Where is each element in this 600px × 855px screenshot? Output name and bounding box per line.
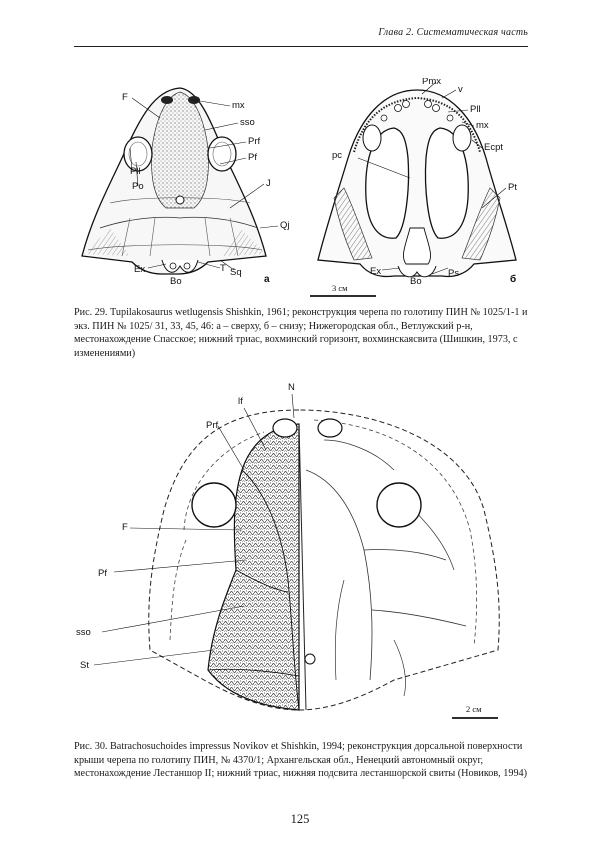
label-a-Qj: Qj xyxy=(280,220,290,231)
label-b-Ex: Ex xyxy=(370,266,382,277)
scale-label-29: 3 см xyxy=(332,283,348,293)
label-a-F: F xyxy=(122,92,128,103)
label-30-N: N xyxy=(288,382,295,393)
header-rule xyxy=(74,46,528,47)
label-b-pc: pc xyxy=(332,150,343,161)
caption-figure-30: Рис. 30. Batrachosuchoides impressus Novikov et Shishkin, 1994; реконструкция дорсальной поверхности крыши черепа по голотипу ПИН, № 4370/1; Архангельская обл., Ненецкий автономный округ, местонахождение Лестаншор II; нижний триас, нижняя подсвита лестаншорской свиты (Новиков, 1994) xyxy=(74,741,528,780)
label-a-Ex: Ex xyxy=(134,264,146,275)
caption-figure-29: Рис. 29. Tupilakosaurus wetlugensis Shishkin, 1961; реконструкция черепа по голотипу ПИН № 1025/1-1 и экз. ПИН № 1025/ 31, 33, 45, 46: а – сверху, б – снизу; Нижегородская обл., Ветлужский р-н, местонахождение Спасское; нижний триас, вохминский горизонт, вохминскаясвита (Шишкин, 1973, с изменениями) xyxy=(74,307,528,359)
label-a-J: J xyxy=(266,178,271,189)
label-a-T: T xyxy=(220,263,226,274)
label-30-sso: sso xyxy=(76,627,91,638)
scale-bar-30 xyxy=(452,704,498,718)
label-b-Pmx: Pmx xyxy=(422,78,441,87)
label-a-Po: Po xyxy=(132,181,144,192)
figure-30-drawing xyxy=(74,380,524,728)
label-a-Sq: Sq xyxy=(230,267,242,278)
scale-label-30: 2 см xyxy=(466,704,482,714)
label-b-Bo: Bo xyxy=(410,276,422,287)
figure-29-drawing xyxy=(70,78,530,300)
label-30-Pf: Pf xyxy=(98,568,107,579)
label-a-sso: sso xyxy=(240,117,255,128)
label-30-F: F xyxy=(122,522,128,533)
page-number: 125 xyxy=(290,812,310,826)
label-b-mx: mx xyxy=(476,120,489,131)
label-30-lf: lf xyxy=(238,396,243,407)
label-b-Ecpt: Ecpt xyxy=(484,142,504,153)
figure-30 xyxy=(74,380,524,728)
skull-roof-reconstruction xyxy=(76,382,499,710)
label-30-Prf: Prf xyxy=(206,420,219,431)
scale-bar-29 xyxy=(310,283,376,296)
label-a-Pll: Pll xyxy=(130,166,141,177)
panel-b-letter: б xyxy=(510,274,517,285)
label-b-Ps: Ps xyxy=(448,268,460,279)
label-b-Pll: Pll xyxy=(470,104,481,115)
label-30-St: St xyxy=(80,660,89,671)
chapter-title: Глава 2. Систематическая часть xyxy=(378,27,528,38)
label-b-Pt: Pt xyxy=(508,182,517,193)
label-a-Prf: Prf xyxy=(248,136,261,147)
figure-29 xyxy=(70,78,530,300)
label-a-mx: mx xyxy=(232,100,245,111)
label-a-Pf: Pf xyxy=(248,152,257,163)
panel-a-letter: а xyxy=(264,274,270,285)
label-b-v: v xyxy=(458,84,463,95)
skull-dorsal-view xyxy=(82,88,290,287)
label-a-Bo: Bo xyxy=(170,276,182,287)
running-header xyxy=(74,27,528,47)
skull-ventral-view xyxy=(318,78,517,287)
